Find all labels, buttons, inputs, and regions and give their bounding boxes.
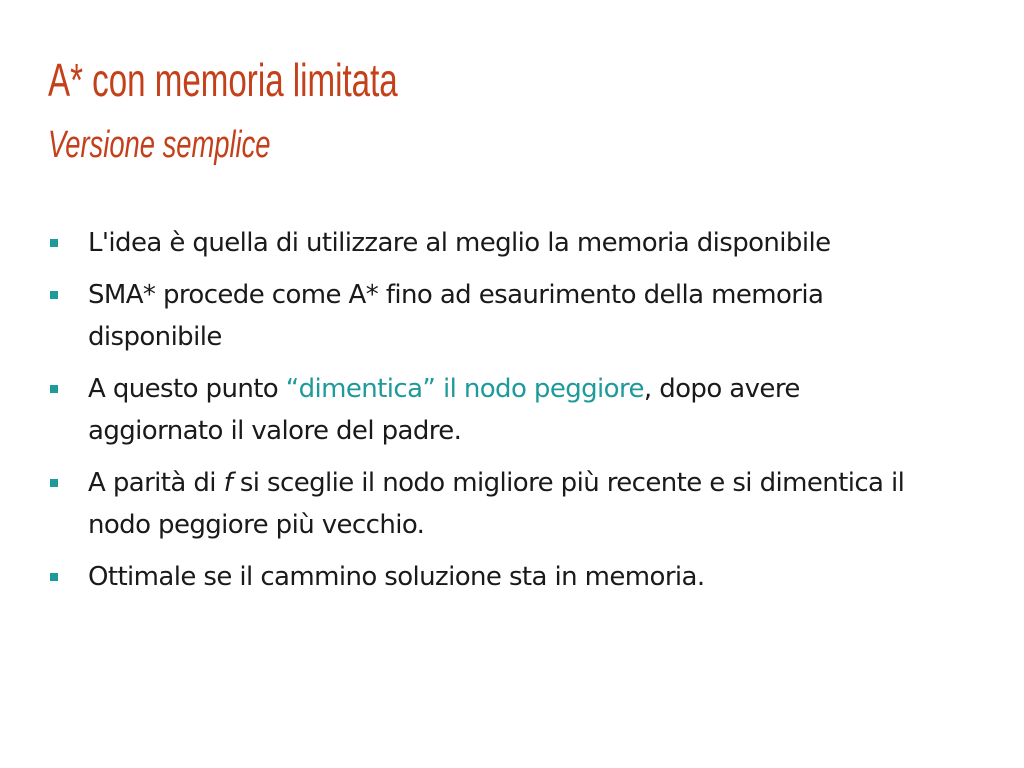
square-bullet-icon bbox=[50, 385, 58, 393]
bullet-text: Ottimale se il cammino soluzione sta in memoria. bbox=[88, 562, 705, 592]
square-bullet-icon bbox=[50, 239, 58, 247]
square-bullet-icon bbox=[50, 291, 58, 299]
slide-subtitle: Versione semplice bbox=[48, 124, 271, 166]
square-bullet-icon bbox=[50, 479, 58, 487]
bullet-item bbox=[48, 462, 928, 546]
bullet-item bbox=[48, 274, 928, 358]
bullet-text-end: , dopo avere aggiornato il valore del padre. bbox=[88, 374, 800, 446]
bullet-text-end: si sceglie il nodo migliore più recente e si dimentica il nodo peggiore più vecchio. bbox=[88, 468, 905, 540]
bullet-list bbox=[48, 222, 928, 608]
bullet-text-start: A parità di bbox=[88, 468, 224, 498]
bullet-text-start: A questo punto bbox=[88, 374, 286, 404]
bullet-item bbox=[48, 368, 928, 452]
italic-variable: f bbox=[223, 468, 233, 498]
slide-title: A* con memoria limitata bbox=[48, 54, 398, 106]
square-bullet-icon bbox=[50, 573, 58, 581]
bullet-item bbox=[48, 222, 928, 264]
bullet-item bbox=[48, 556, 928, 598]
highlighted-phrase: “dimentica” il nodo peggiore bbox=[285, 374, 644, 404]
bullet-text: L'idea è quella di utilizzare al meglio la memoria disponibile bbox=[88, 228, 831, 258]
bullet-text: SMA* procede come A* fino ad esaurimento della memoria disponibile bbox=[88, 280, 824, 352]
